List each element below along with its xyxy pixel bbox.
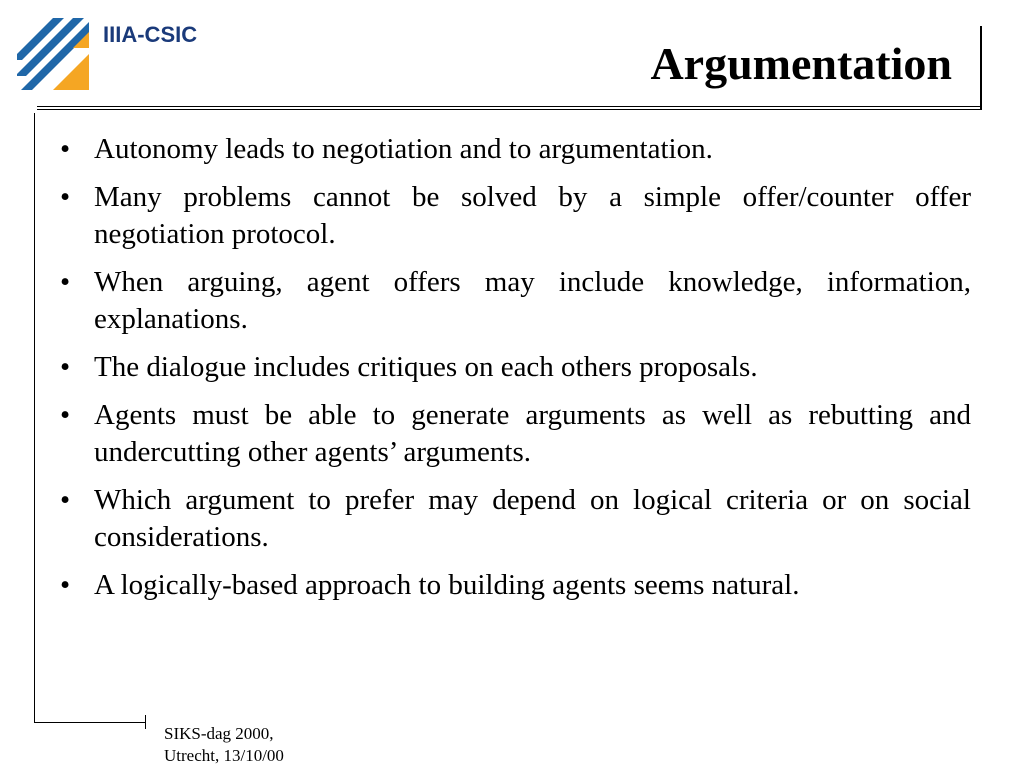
header-rule-bottom (37, 109, 980, 110)
bullet-dot: • (60, 351, 71, 383)
organization-name: IIIA-CSIC (103, 22, 198, 47)
title-divider-vertical (980, 26, 982, 110)
footer-text (164, 723, 284, 767)
footer-event: SIKS-dag 2000, (164, 724, 274, 743)
header-rule-top (37, 106, 980, 107)
bullet-text: Agents must be able to generate arguments as well as rebutting and undercutting other agents’ arguments. (94, 399, 971, 468)
left-margin-rule (34, 113, 35, 723)
bullet-dot: • (60, 484, 71, 516)
footer-rule (34, 722, 146, 723)
bullet-item (58, 482, 971, 556)
bullet-text: Many problems cannot be solved by a simple offer/counter offer negotiation protocol. (94, 181, 971, 250)
footer-rule-tick (145, 715, 146, 729)
bullet-dot: • (60, 181, 71, 213)
footer-location-date: Utrecht, 13/10/00 (164, 746, 284, 765)
bullet-text: When arguing, agent offers may include knowledge, information, explanations. (94, 266, 971, 335)
bullet-dot: • (60, 399, 71, 431)
slide-title: Argumentation (650, 38, 952, 89)
bullet-list (58, 131, 971, 615)
bullet-item (58, 349, 971, 386)
bullet-text: Which argument to prefer may depend on logical criteria or on social considerations. (94, 484, 971, 553)
bullet-dot: • (60, 569, 71, 601)
bullet-item (58, 264, 971, 338)
bullet-text: A logically-based approach to building agents seems natural. (94, 569, 800, 601)
bullet-dot: • (60, 266, 71, 298)
bullet-text: The dialogue includes critiques on each others proposals. (94, 351, 758, 383)
bullet-item (58, 397, 971, 471)
bullet-item (58, 179, 971, 253)
bullet-text: Autonomy leads to negotiation and to argumentation. (94, 133, 713, 165)
bullet-item (58, 567, 971, 604)
bullet-dot: • (60, 133, 71, 165)
bullet-item (58, 131, 971, 168)
iiia-logo (17, 18, 89, 90)
